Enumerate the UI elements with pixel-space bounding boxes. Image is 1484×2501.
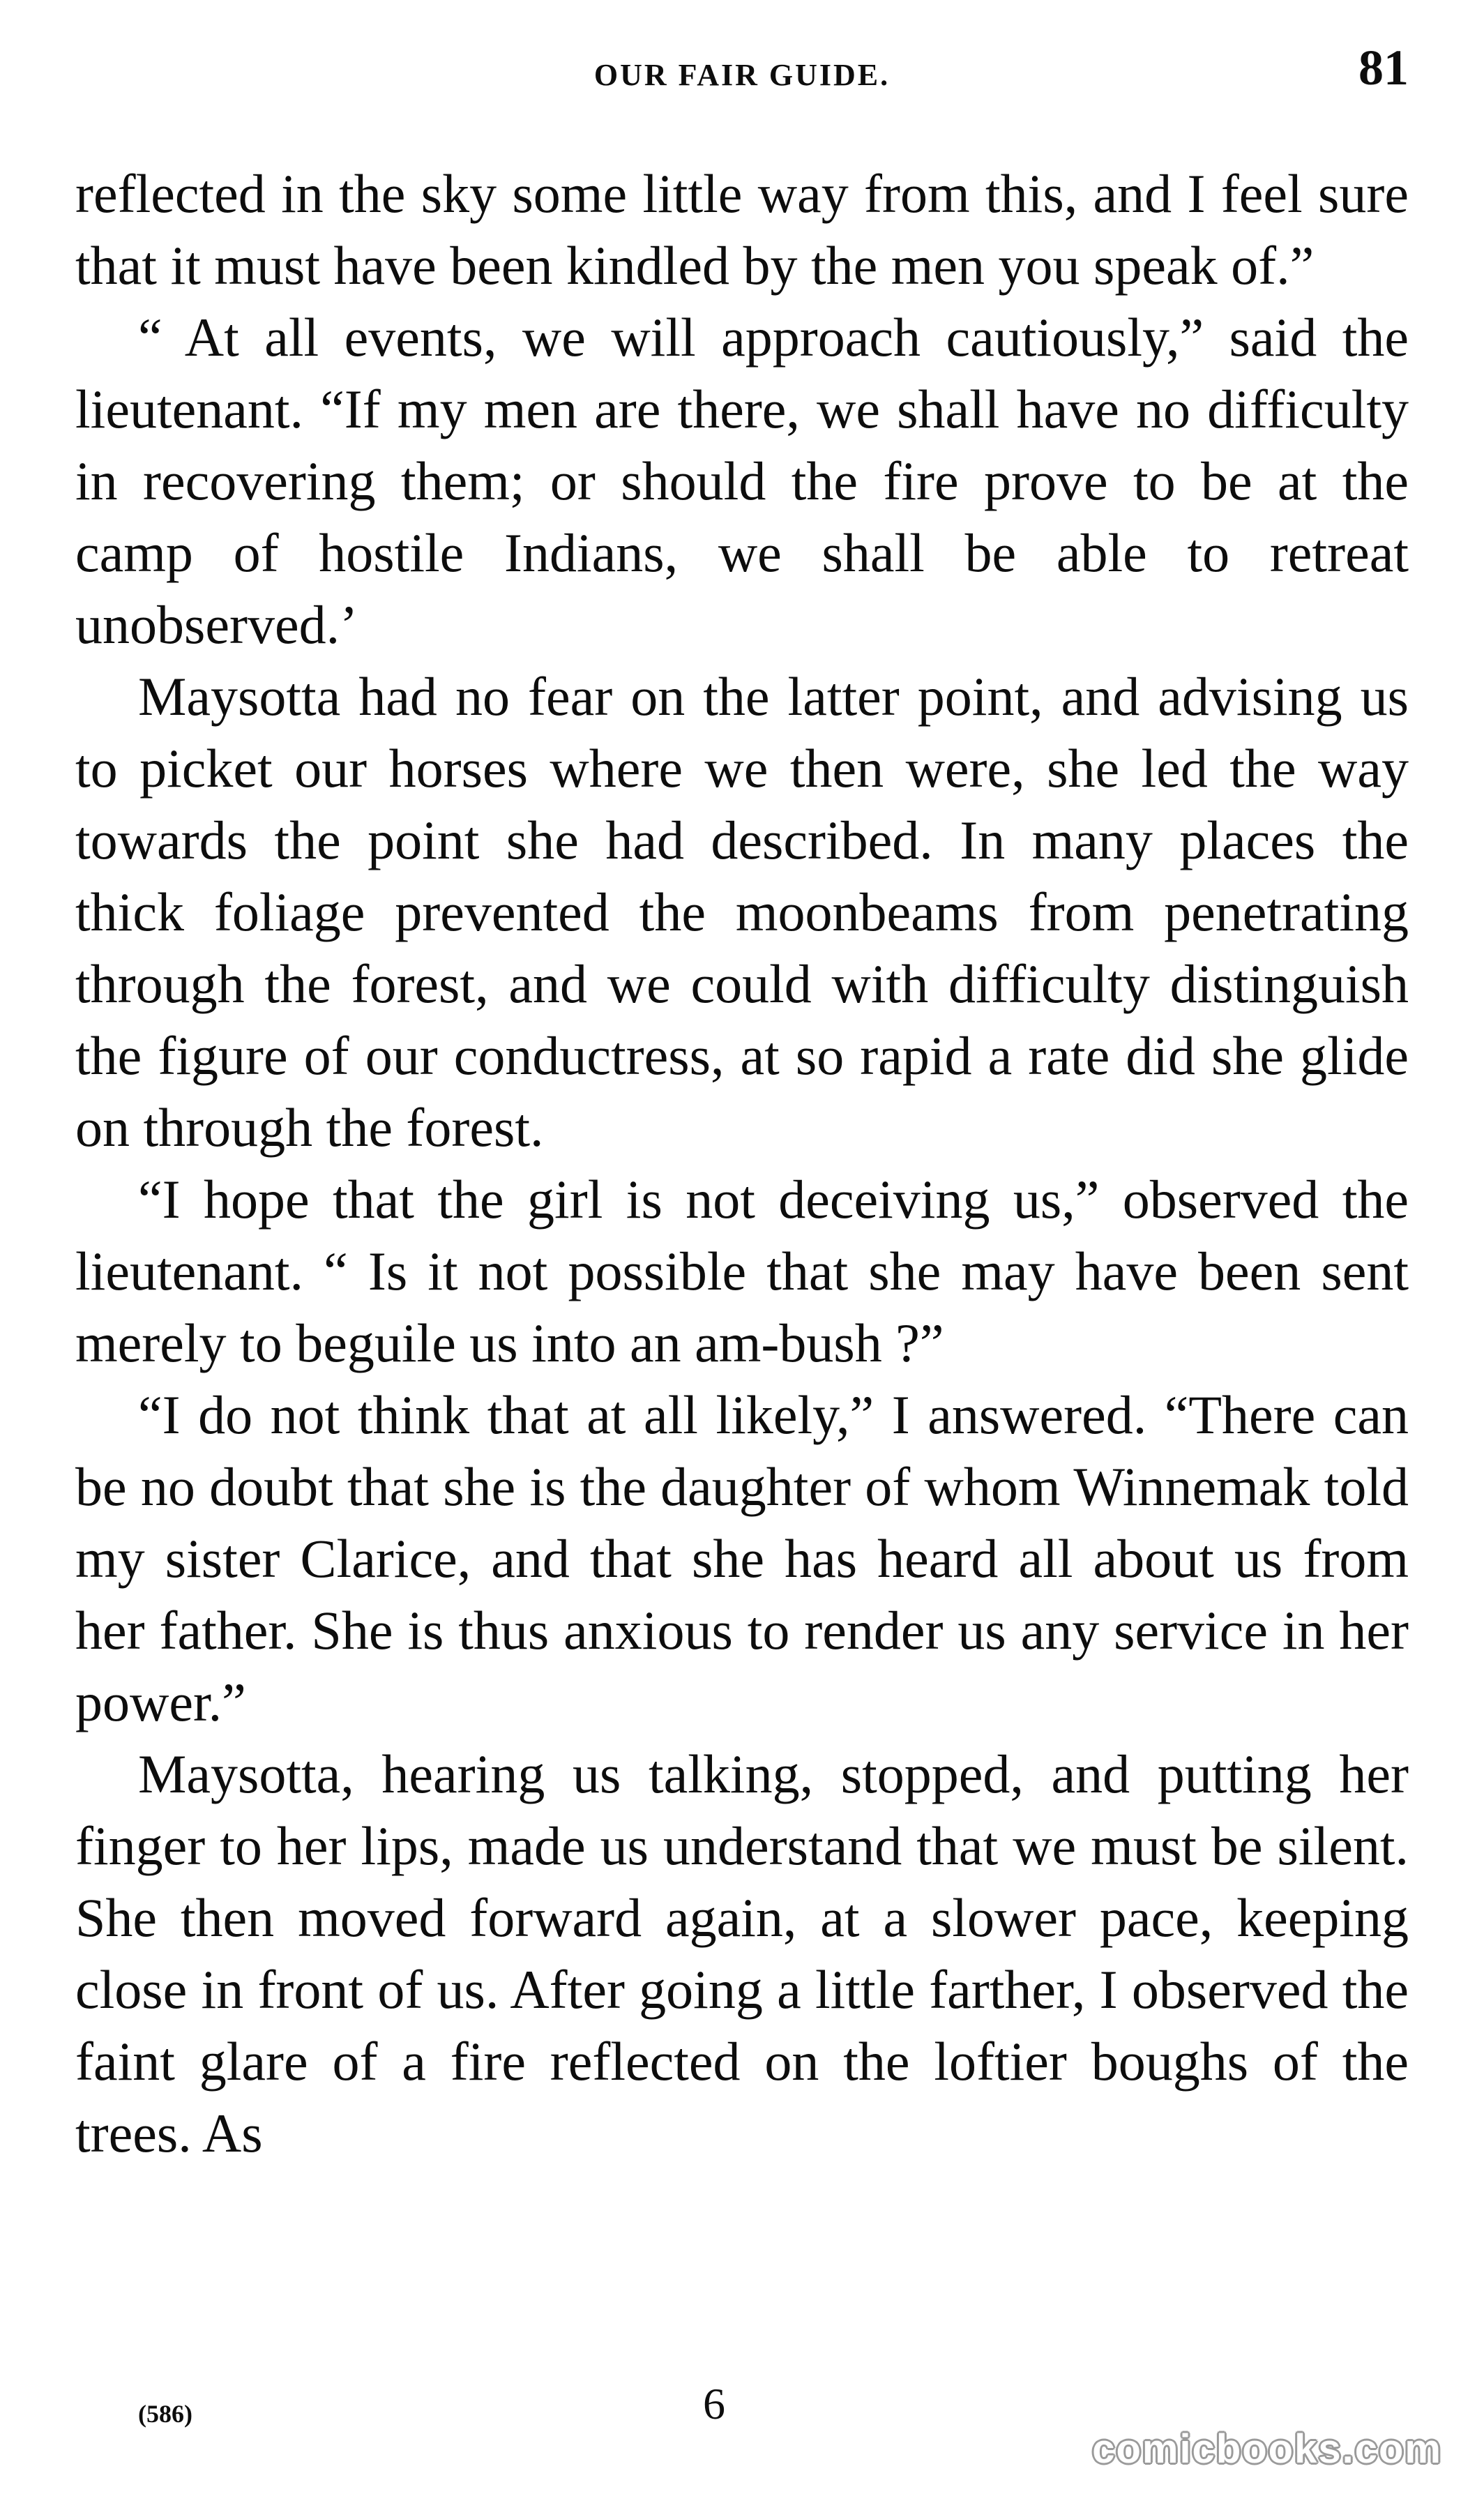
- paragraph: “I hope that the girl is not deceiving us,” observed the lieutenant. “ Is it not possible that she may have been sent merely to beguile us into an am-bush ?”: [75, 1169, 1409, 1373]
- printer-signature: (586): [138, 2400, 192, 2428]
- paragraph: “ At all events, we will approach cautiously,” said the lieutenant. “If my men are there, we shall have no difficulty in recovering them; or should the fire prove to be at the camp of hostile Indians, we shall be able to retreat unobserved.’: [75, 307, 1409, 655]
- paragraph: reflected in the sky some little way from this, and I feel sure that it must have been kindled by the men you speak of.”: [75, 163, 1409, 296]
- running-title: OUR FAIR GUIDE.: [593, 58, 891, 92]
- page-number: 81: [1358, 40, 1409, 96]
- paragraph: “I do not think that at all likely,” I answered. “There can be no doubt that she is the daughter of whom Winnemak told my sister Clarice, and that she has heard all about us from her father. She is thus anxious to render us any service in her power.”: [75, 1384, 1409, 1732]
- body-text: [75, 158, 1409, 2169]
- sheet-number: 6: [703, 2379, 725, 2428]
- paragraph: Maysotta had no fear on the latter point, and advising us to picket our horses where we then were, she led the way towards the point she had described. In many places the thick foliage prevented the moonbeams from penetrating through the forest, and we could with difficulty distinguish the figure of our conductress, at so rapid a rate did she glide on through the forest.: [75, 666, 1409, 1158]
- source-watermark: comicbooks.com: [1092, 2426, 1442, 2472]
- running-head: [75, 39, 1409, 116]
- paragraph: Maysotta, hearing us talking, stopped, and putting her finger to her lips, made us understand that we must be silent. She then moved forward again, at a slower pace, keeping close in front of us. After going a little farther, I observed the faint glare of a fire reflected on the loftier boughs of the trees. As: [75, 1744, 1409, 2163]
